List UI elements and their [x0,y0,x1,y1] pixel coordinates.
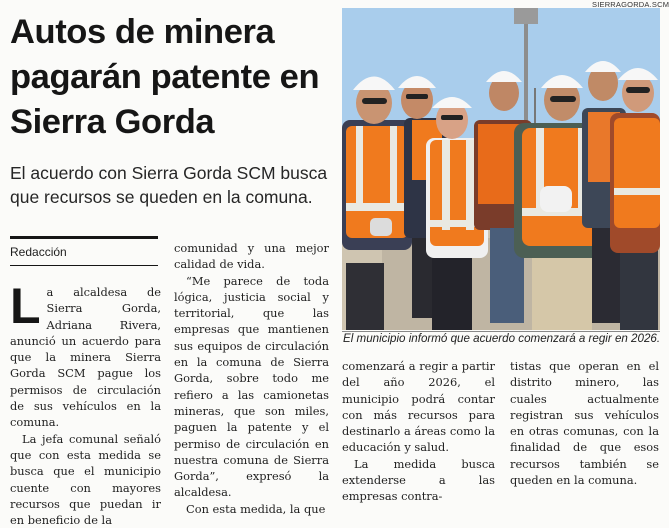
headline [10,10,335,145]
paragraph: comenzará a regir a partir del año 2026, el municipio podrá contar con más recursos para destinarlo a áreas como la educación y salud. [342,359,495,455]
photo-caption: El municipio informó que acuerdo comenzará a regir en 2026. [343,332,661,345]
headline-line: pagarán patente en [10,58,320,96]
paragraph: La jefa comunal señaló que con esta medida se busca que el municipio cuente con mayores recursos que puedan ir en beneficio de la [10,431,161,528]
paragraph-text: a alcaldesa de Sierra Gorda, Adriana Rivera, anunció un acuerdo para que la minera Sierra Gorda SCM pague los permisos de circulación de sus vehículos en la comuna. [10,285,161,430]
subtitle: El acuerdo con Sierra Gorda SCM busca que recursos se queden en la comuna. [10,163,328,207]
paragraph: La medida busca extenderse a las empresas contra- [342,456,495,504]
article-column-4 [510,358,659,488]
byline-bottom-rule [10,265,158,266]
photo-credit: SIERRAGORDA.SCM [592,0,669,9]
group-of-workers-illustration [342,8,660,330]
headline-line: Autos de minera [10,13,275,51]
byline: Redacción [10,245,67,259]
news-photo [342,8,660,330]
article-column-3 [342,358,495,505]
headline-line: Sierra Gorda [10,103,215,141]
paragraph: comunidad y una mejor calidad de vida. [174,241,329,272]
paragraph: Con esta medida, la que [186,501,326,516]
article-column-1 [10,278,161,528]
paragraph: “Me parece de toda lógica, justicia social y territorial, que las empresas que mantienen sus equipos de circulación en la comuna de Sierra Gorda, sobre todo me refiero a las camionetas mineras, que son miles, paguen la patente y el permiso de circulación en nuestra comuna de Sierra Gorda”, expresó la alcaldesa. [174,273,329,500]
paragraph: tistas que operan en el distrito minero, las cuales actualmente registran sus vehículos en otras comunas, con la finalidad de que esos recursos también se queden en la comuna. [510,359,659,488]
article-column-2 [174,240,329,517]
paragraph [10,278,161,431]
drop-cap: L [10,278,41,334]
byline-top-rule [10,236,158,239]
